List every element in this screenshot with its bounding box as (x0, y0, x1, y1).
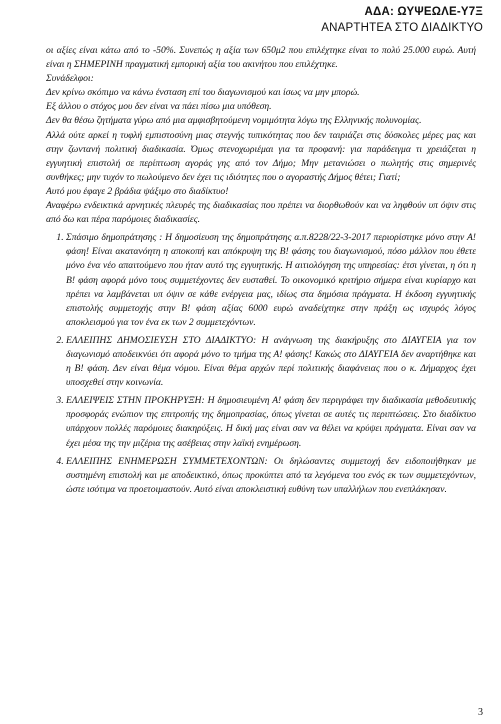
page-number: 3 (478, 707, 483, 718)
list-item: 3. ΕΛΛΕΙΨΕΙΣ ΣΤΗΝ ΠΡΟΚΗΡΥΞΗ: Η δημοσιευμένη Α! φάση δεν περιγράφει την διαδικασία μεθοδευτικής προσφοράς ενώπιον της επιτροπής της δημοπρασίας, όπως γίνεται σε αυτές τις περιπτώσεις. Στο διαδίκτυο υπάρχουν πολλές παρόμοιες διακηρύξεις. Η δική μας είναι σαν να θέλει να κρύψει πράγματα. Είναι σαν να έχει μέσα της την μιζέρια της ασέβειας στην λαϊκή ενημέρωση. (66, 394, 476, 450)
posting-notice: ΑΝΑΡΤΗΤΕΑ ΣΤΟ ΔΙΑΔΙΚΤΥΟ (321, 22, 483, 34)
paragraph: Δεν θα θέσω ζητήματα γύρω από μια αμφισβητούμενη νομιμότητα λόγω της Ελληνικής πολυνομίας. (46, 115, 422, 127)
paragraph: Αναφέρω ενδεικτικά αρνητικές πλευρές της διαδικασίας που πρέπει να διορθωθούν και να ληφθούν υπ όψιν στις από δω και πέρα παρόμοιες διαδικασίες. (46, 200, 476, 226)
paragraph: Αλλά ούτε αρκεί η τυφλή εμπιστοσύνη μιας στεγνής τυπικότητας που δεν ταιριάζει στις δύσκολες μέρες μας και στην ζωντανή πολιτική διαδικασία. Όμως στενοχωριέμαι για τα προφανή: για παράδειγμα τι χρειάζεται η εγγυητική επιστολή σε περίπτωση αγοράς γης από τον Δήμο; Μην μετανιώσει ο πωλητής στις σημερινές συνθήκες; μην τυχόν το πωλούμενο δεν έχει τις ιδιότητες που ο αγοραστής Δήμος θέτει; Γιατί; (46, 129, 476, 183)
document-body (46, 44, 476, 501)
list-item: 4. ΕΛΛΕΙΠΗΣ ΕΝΗΜΕΡΩΣΗ ΣΥΜΜΕΤΕΧΟΝΤΩΝ: Οι δηλώσαντες συμμετοχή δεν ειδοποιήθηκαν με συστημένη επιστολή και με αποδεικτικό, όπως προκύπτει από τα λεγόμενα του ενός εκ των συμμετεχόντων, ώστε ισότιμα να προετοιμαστούν. Αυτό είναι αποκλειστική ευθύνη των υπαλλήλων που ενεπλάκησαν. (66, 455, 476, 497)
paragraph: οι αξίες είναι κάτω από το -50%. Συνεπώς η αξία των 650μ2 που επιλέχτηκε είναι το πολύ 25.000 ευρώ. Αυτή είναι η ΣΗΜΕΡΙΝΗ πραγματική εμπορική αξία του ακινήτου που επιλέχτηκε. (46, 45, 476, 71)
paragraph: Εξ άλλου ο στόχος μου δεν είναι να πάει πίσω μια υπόθεση. (46, 101, 272, 113)
list-item: 1. Σπάσιμο δημοπράτησης : Η δημοσίευση της δημοπράτησης α.π.8228/22-3-2017 περιορίστηκε μόνο στην Α! φάση! Είναι ακατανόητη η αποκοπή και απόκρυψη της Β! φάσης του διαγωνισμού, πόσο μάλλον που έθετε μόνο ένα νέο απαιτούμενο που ήταν αυτό της εγγυητικής. Η αιτιολόγηση της υπηρεσίας: έτσι γίνεται, η ότι η Β! φάση αφορά μόνο τους συμμετέχοντες δεν ευσταθεί. Το οικονομικό κριτήριο σήμερα είναι κυρίαρχο και πρέπει να λαμβάνεται υπ όψιν σε κάθε ενέργεια μας, ιδίως στα δημόσια πράγματα. Η έκδοση εγγυητικής επιστολής συμμετοχής στην Β! φάση αξίας 6000 ευρώ αναδείχτηκε στην πράξη ως ισχυρός λόγος αποκλεισμού για τον ένα εκ των 2 συμμετεχόντων. (66, 231, 476, 330)
issues-list (46, 231, 476, 497)
paragraph: Αυτό μου έφαγε 2 βράδια ψάξιμο στο διαδίκτυο! (46, 185, 229, 197)
paragraph: Δεν κρίνω σκόπιμο να κάνω ένσταση επί του διαγωνισμού και ίσως να μην μπορώ. (46, 87, 360, 99)
paragraph: Συνάδελφοι: (46, 73, 94, 85)
list-item: 2. ΕΛΛΕΙΠΗΣ ΔΗΜΟΣΙΕΥΣΗ ΣΤΟ ΔΙΑΔΙΚΤΥΟ: Η ανάγνωση της διακήρυξης στο ΔΙΑΥΓΕΙΑ για τον διαγωνισμό αποδεικνύει ότι αφορά μόνο το τμήμα της Α! φάσης! Κακώς στο ΔΙΑΥΓΕΙΑ δεν αναρτήθηκε και η Β! φάση. Δεν είναι θέμα νόμου. Είναι θέμα αρχών περί πολιτικής διαφάνειας που ο κ. Δήμαρχος έχει υποσχεθεί στην κοινωνία. (66, 334, 476, 390)
ada-code: ΑΔΑ: ΩΥΨΕΩΛΕ-Υ7Ξ (364, 6, 483, 18)
